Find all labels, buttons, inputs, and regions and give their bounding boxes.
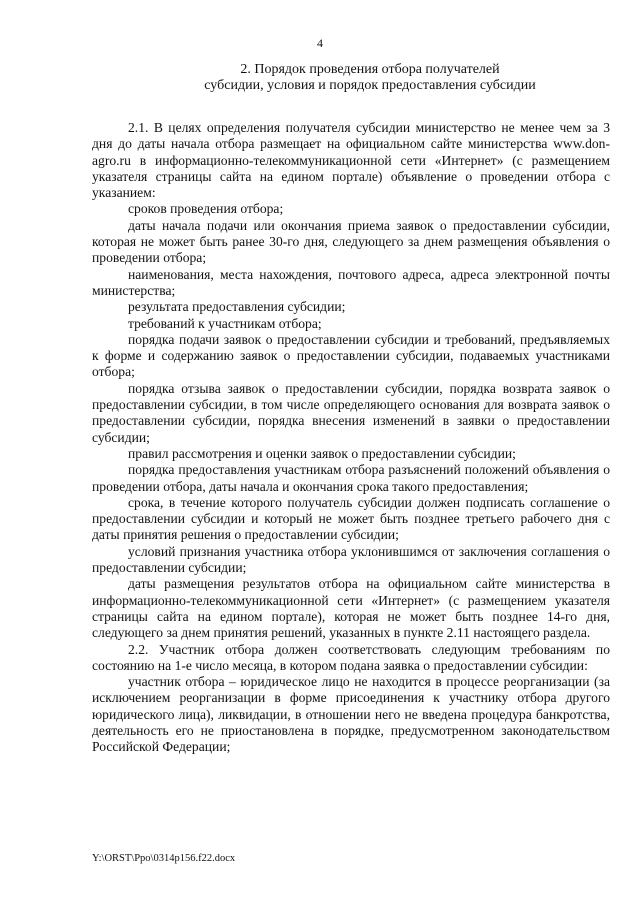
list-item: даты размещения результатов отбора на официальном сайте министерства в информационно-телекоммуникационной сети «Интернет» (с размещением указателя страницы сайта на едином портале), которая не может быть позднее 14-го дня, следующего за днем принятия решений, указанных в пункте 2.11 настоящего раздела. — [92, 576, 610, 641]
list-item: даты начала подачи или окончания приема заявок о предоставлении субсидии, которая не может быть ранее 30-го дня, следующего за днем размещения объявления о проведении отбора; — [92, 217, 610, 266]
list-item: порядка предоставления участникам отбора разъяснений положений объявления о проведении отбора, даты начала и окончания срока такого предоставления; — [92, 462, 610, 494]
section-title-line-2: субсидии, условия и порядок предоставления субсидии — [204, 78, 536, 93]
list-item: порядка отзыва заявок о предоставлении субсидии, порядка возврата заявок о предоставлении субсидии, в том числе определяющего основания для возврата заявок о предоставлении субсидии, порядка внесения изменений в заявки о предоставлении субсидии; — [92, 380, 610, 445]
list-item: срока, в течение которого получатель субсидии должен подписать соглашение о предоставлении субсидии и который не может быть позднее третьего рабочего дня с даты принятия решения о предоставлении субсидии; — [92, 494, 610, 543]
list-item: условий признания участника отбора уклонившимся от заключения соглашения о предоставлении субсидии; — [92, 543, 610, 576]
document-body — [92, 120, 610, 756]
list-item: участник отбора – юридическое лицо не находится в процессе реорганизации (за исключением реорганизации в форме присоединения к участнику отбора другого юридического лица), ликвидации, в отношении него не введена процедура банкротства, деятельность его не приостановлена в порядке, предусмотренном законодательством Российской Федерации; — [92, 674, 610, 755]
footer-file-path: Y:\ORST\Ppo\0314p156.f22.docx — [92, 853, 236, 864]
paragraph-2-1: 2.1. В целях определения получателя субсидии министерство не менее чем за 3 дня до даты начала отбора размещает на официальном сайте министерства www.don-agro.ru в информационно-телекоммуникационной сети «Интернет» (с размещением указателя страницы сайта на едином портале) объявление о проведении отбора с указанием: — [92, 120, 610, 201]
list-item: правил рассмотрения и оценки заявок о предоставлении субсидии; — [128, 445, 516, 461]
section-title-line-1: 2. Порядок проведения отбора получателей — [240, 62, 500, 77]
list-item: сроков проведения отбора; — [128, 201, 284, 217]
page-number: 4 — [317, 36, 323, 50]
paragraph-2-2: 2.2. Участник отбора должен соответствовать следующим требованиям по состоянию на 1-е число месяца, в котором подана заявка о предоставлении субсидии: — [92, 641, 610, 673]
section-title — [120, 62, 620, 94]
list-item: требований к участникам отбора; — [128, 315, 322, 331]
list-item: наименования, места нахождения, почтового адреса, адреса электронной почты министерства; — [92, 266, 610, 298]
list-item: результата предоставления субсидии; — [128, 299, 346, 315]
list-item: порядка подачи заявок о предоставлении субсидии и требований, предъявляемых к форме и содержанию заявок о предоставлении субсидии, подаваемых участниками отбора; — [92, 331, 610, 380]
